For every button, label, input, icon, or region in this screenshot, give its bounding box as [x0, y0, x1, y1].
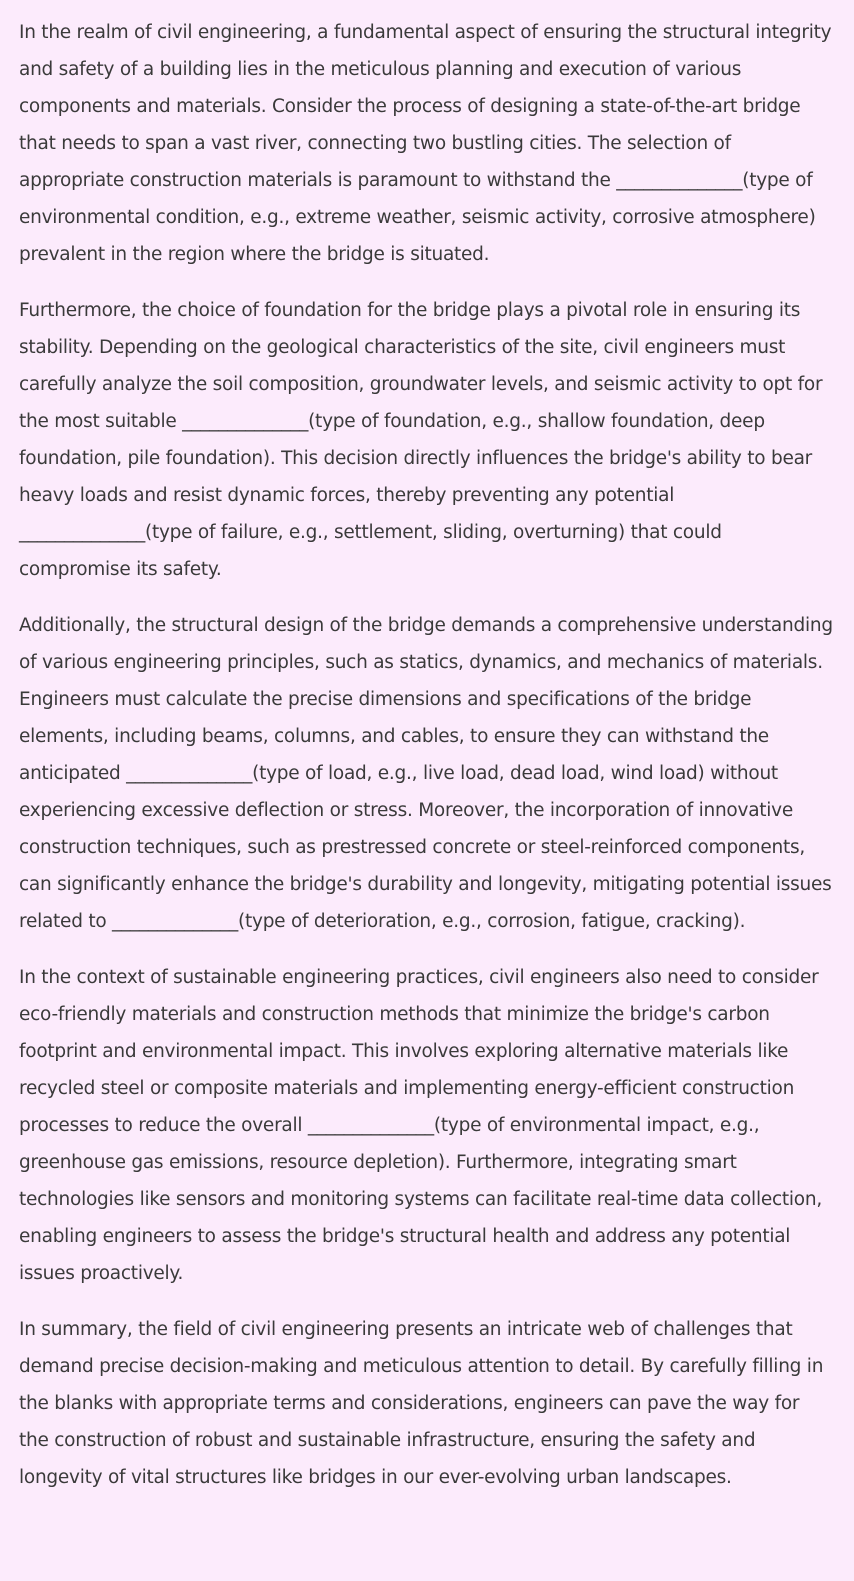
paragraph-sustainability: In the context of sustainable engineering practices, civil engineers also need to consider eco-friendly materials and construction methods that minimize the bridge's carbon footprint and environmental impact. This involves exploring alternative materials like recycled steel or composite materials and implementing energy-efficient construction processes to reduce the overall ______________(type of environmental impact, e.g., greenhouse gas emissions, resource depletion). Furthermore, integrating smart technologies like sensors and monitoring systems can facilitate real-time data collection, enabling engineers to assess the bridge's structural health and address any potential issues proactively. [19, 967, 822, 1284]
paragraph-structural-design: Additionally, the structural design of the bridge demands a comprehensive understanding of various engineering principles, such as statics, dynamics, and mechanics of materials. Engineers must calculate the precise dimensions and specifications of the bridge elements, including beams, columns, and cables, to ensure they can withstand the anticipated ______________(type of load, e.g., live load, dead load, wind load) without experiencing excessive deflection or stress. Moreover, the incorporation of innovative construction techniques, such as prestressed concrete or steel-reinforced components, can significantly enhance the bridge's durability and longevity, mitigating potential issues related to ______________(type of deterioration, e.g., corrosion, fatigue, cracking). [19, 615, 833, 932]
paragraph-environmental-condition: In the realm of civil engineering, a fundamental aspect of ensuring the structural integrity and safety of a building lies in the meticulous planning and execution of various components and materials. Consider the process of designing a state-of-the-art bridge that needs to span a vast river, connecting two bustling cities. The selection of appropriate construction materials is paramount to withstand the ______________(type of environmental condition, e.g., extreme weather, seismic activity, corrosive atmosphere) prevalent in the region where the bridge is situated. [19, 22, 832, 265]
paragraph-summary: In summary, the field of civil engineering presents an intricate web of challenges that demand precise decision-making and meticulous attention to detail. By carefully filling in the blanks with appropriate terms and considerations, engineers can pave the way for the construction of robust and sustainable infrastructure, ensuring the safety and longevity of vital structures like bridges in our ever-evolving urban landscapes. [19, 1319, 824, 1488]
paragraph-foundation: Furthermore, the choice of foundation for the bridge plays a pivotal role in ensuring its stability. Depending on the geological characteristics of the site, civil engineers must carefully analyze the soil composition, groundwater levels, and seismic activity to opt for the most suitable ______________(type of foundation, e.g., shallow foundation, deep foundation, pile foundation). This decision directly influences the bridge's ability to bear heavy loads and resist dynamic forces, thereby preventing any potential ______________(type of failure, e.g., settlement, sliding, overturning) that could compromise its safety. [19, 300, 823, 580]
